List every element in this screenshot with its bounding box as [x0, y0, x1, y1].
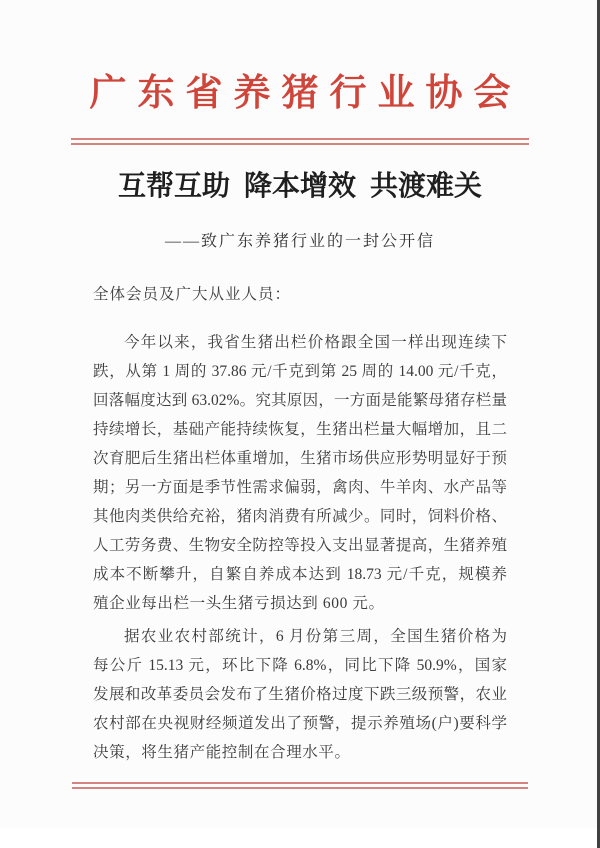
letter-body [93, 280, 507, 767]
letterhead-rule-top [71, 138, 529, 145]
paragraph-line: 跌，从第 1 周的 37.86 元/千克到第 25 周的 14.00 元/千克， [93, 363, 507, 380]
paragraph-line: 殖企业每出栏一头生猪亏损达到 600 元。 [93, 595, 385, 612]
paragraph-line: 成本不断攀升，自繁自养成本达到 18.73 元/千克，规模养 [93, 566, 507, 583]
paragraph-line: 次育肥后生猪出栏体重增加，生猪市场供应形势明显好于预 [93, 450, 507, 467]
paragraph-line: 持续增长，基础产能持续恢复，生猪出栏量大幅增加，且二 [93, 421, 507, 438]
paragraph-line: 农村部在央视财经频道发出了预警，提示养殖场(户)要科学 [93, 715, 507, 732]
salutation: 全体会员及广大从业人员： [93, 286, 292, 303]
paragraph-line: 其他肉类供给充裕，猪肉消费有所减少。同时，饲料价格、 [93, 508, 507, 525]
paragraph-line: 据农业农村部统计，6 月份第三周，全国生猪价格为 [124, 628, 507, 645]
letterhead-rule-bottom [72, 782, 528, 789]
paragraph-line: 期；另一方面是季节性需求偏弱，禽肉、牛羊肉、水产品等 [93, 479, 507, 496]
letterhead-org-name: 广东省养猪行业协会 [89, 73, 522, 114]
paragraph-line: 回落幅度达到 63.02%。究其原因，一方面是能繁母猪存栏量 [93, 392, 507, 409]
letter-subtitle: ——致广东养猪行业的一封公开信 [164, 233, 435, 250]
paragraph-line: 发展和改革委员会发布了生猪价格过度下跌三级预警，农业 [93, 686, 507, 703]
letter-title: 互帮互助 降本增效 共渡难关 [117, 171, 482, 202]
paragraph-line: 决策，将生猪产能控制在合理水平。 [93, 744, 351, 761]
paragraph-2 [93, 622, 507, 767]
paragraph-1 [93, 328, 507, 618]
page-bottom-margin [0, 828, 597, 848]
paragraph-line: 今年以来，我省生猪出栏价格跟全国一样出现连续下 [124, 334, 507, 351]
paragraph-line: 人工劳务费、生物安全防控等投入支出显著提高，生猪养殖 [93, 537, 507, 554]
paragraph-line: 每公斤 15.13 元，环比下降 6.8%，同比下降 50.9%，国家 [93, 657, 507, 674]
